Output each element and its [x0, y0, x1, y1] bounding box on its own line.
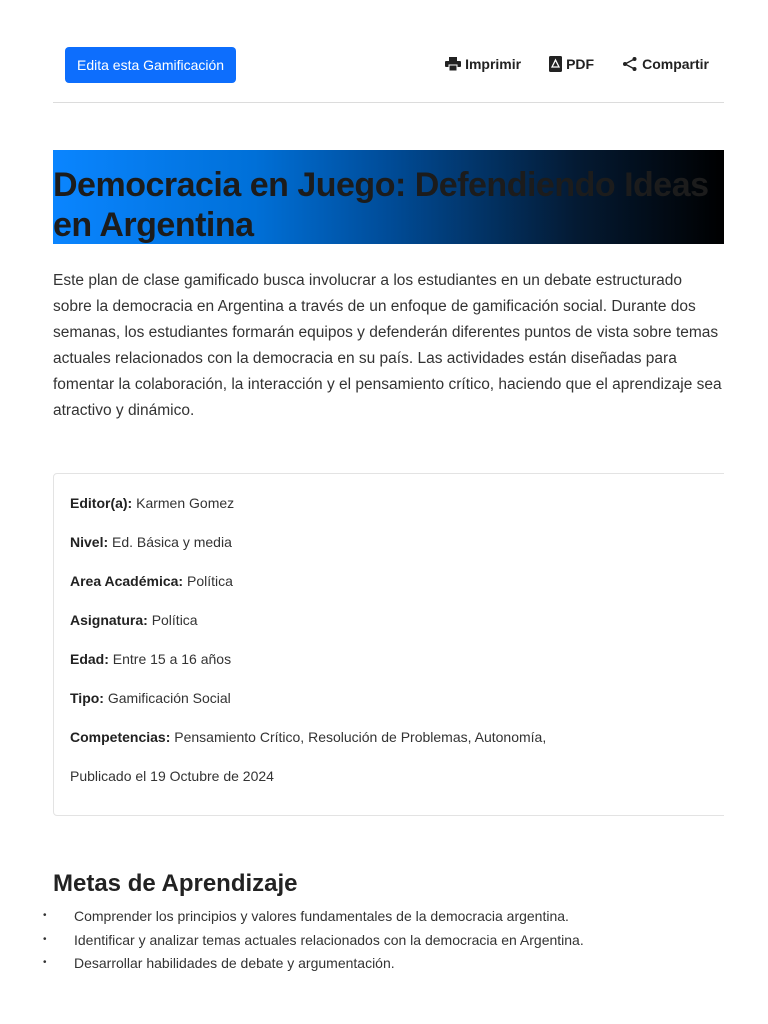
- share-label: Compartir: [642, 56, 709, 72]
- intro-paragraph: Este plan de clase gamificado busca involucrar a los estudiantes en un debate estructurado sobre la democracia en Argentina a través de un enfoque de gamificación social. Durante dos semanas, los estudiantes formarán equipos y defenderán diferentes puntos de vista sobre temas actuales relacionados con la democracia en su país. Las actividades están diseñadas para fomentar la colaboración, la interacción y el pensamiento crítico, haciendo que el aprendizaje sea atractivo y dinámico.: [53, 272, 722, 419]
- info-value: Política: [186, 573, 233, 589]
- info-label: Competencias:: [70, 729, 171, 745]
- info-row-age: [70, 651, 752, 690]
- info-label: Tipo:: [70, 690, 104, 706]
- bullet-icon: •: [43, 933, 47, 945]
- info-value: Entre 15 a 16 años: [112, 651, 232, 667]
- info-value: Gamificación Social: [107, 690, 231, 706]
- info-row-competencies: [70, 729, 752, 768]
- print-label: Imprimir: [465, 56, 522, 72]
- content-clip-edge: [724, 460, 768, 830]
- info-label: Editor(a):: [70, 495, 133, 511]
- pdf-file-icon: [549, 56, 562, 72]
- bullet-icon: •: [43, 957, 47, 968]
- goal-text: Comprender los principios y valores fundamentales de la democracia argentina.: [74, 908, 569, 924]
- info-label: Area Académica:: [70, 573, 184, 589]
- info-row-subject: [70, 612, 752, 651]
- info-row-area: [70, 573, 752, 612]
- edit-gamification-button[interactable]: Edita esta Gamificación: [65, 47, 236, 83]
- list-item: [0, 905, 768, 929]
- published-date: Publicado el 19 Octubre de 2024: [70, 768, 274, 784]
- info-label: Edad:: [70, 651, 109, 667]
- info-value: Karmen Gomez: [136, 495, 235, 511]
- info-value: Pensamiento Crítico, Resolución de Problemas, Autonomía,: [174, 729, 547, 745]
- info-row-type: [70, 690, 752, 729]
- page-title: Democracia en Juego: Defendiendo Ideas en Argentina: [53, 166, 709, 244]
- print-button[interactable]: [445, 56, 521, 72]
- pdf-button[interactable]: [549, 56, 594, 72]
- list-item: [0, 952, 768, 976]
- pdf-label: PDF: [566, 56, 595, 72]
- toolbar-divider: [53, 102, 724, 103]
- info-label: Asignatura:: [70, 612, 148, 628]
- info-value: Política: [151, 612, 198, 628]
- top-toolbar: [0, 0, 768, 104]
- goal-text: Desarrollar habilidades de debate y argumentación.: [74, 955, 395, 971]
- share-icon: [622, 56, 638, 72]
- hero-banner: [53, 150, 724, 244]
- info-label: Nivel:: [70, 534, 109, 550]
- info-card: [53, 473, 753, 816]
- info-value: Ed. Básica y media: [112, 534, 232, 550]
- goal-text: Identificar y analizar temas actuales relacionados con la democracia en Argentina.: [74, 931, 584, 948]
- info-row-editor: [70, 495, 752, 534]
- list-item: [0, 929, 768, 953]
- goals-list: [0, 905, 768, 976]
- printer-icon: [445, 57, 461, 71]
- action-links: [417, 56, 709, 72]
- info-row-level: [70, 534, 752, 573]
- goals-heading: Metas de Aprendizaje: [53, 870, 298, 897]
- share-button[interactable]: [622, 56, 709, 72]
- bullet-icon: •: [43, 910, 47, 921]
